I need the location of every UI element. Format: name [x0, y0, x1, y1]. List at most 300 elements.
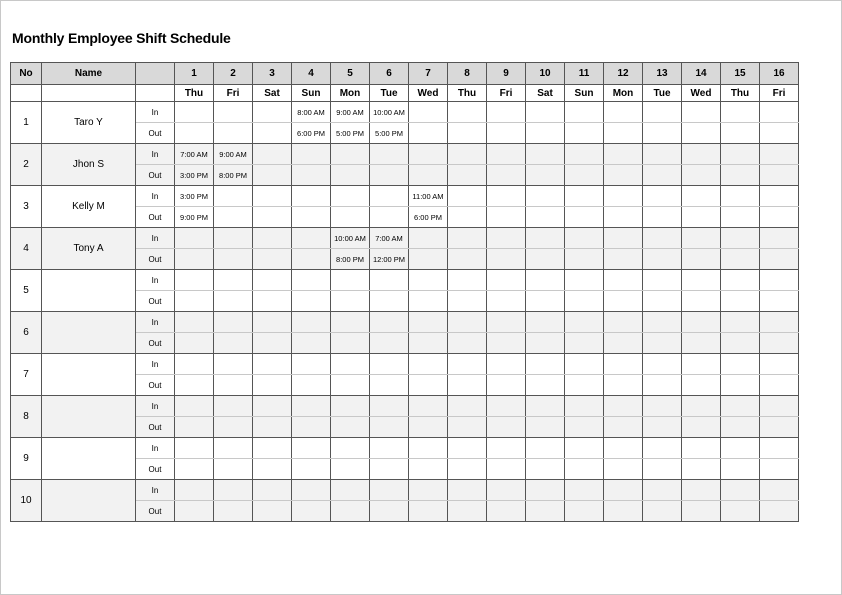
shift-time-cell — [409, 102, 448, 123]
header-row-days — [11, 63, 799, 85]
shift-time-cell — [526, 165, 565, 186]
shift-time-cell — [487, 312, 526, 333]
in-label: In — [136, 228, 175, 249]
shift-time-cell — [643, 312, 682, 333]
weekday-header: Thu — [721, 85, 760, 102]
shift-time-cell — [760, 207, 799, 228]
shift-time-cell — [409, 438, 448, 459]
shift-time-cell — [565, 207, 604, 228]
day-number-header: 13 — [643, 63, 682, 85]
shift-time-cell — [721, 333, 760, 354]
shift-time-cell — [487, 438, 526, 459]
shift-time-cell — [526, 438, 565, 459]
shift-time-cell — [292, 501, 331, 522]
shift-time-cell — [682, 207, 721, 228]
shift-time-cell — [565, 354, 604, 375]
day-number-header: 10 — [526, 63, 565, 85]
shift-time-cell — [331, 438, 370, 459]
weekday-header: Sun — [565, 85, 604, 102]
shift-time-cell — [448, 438, 487, 459]
shift-time-cell — [253, 144, 292, 165]
employee-number: 5 — [11, 270, 42, 312]
shift-time-cell — [565, 144, 604, 165]
shift-time-cell — [565, 333, 604, 354]
shift-time-cell — [214, 459, 253, 480]
out-label: Out — [136, 417, 175, 438]
weekday-header: Sat — [526, 85, 565, 102]
shift-time-cell — [448, 270, 487, 291]
employee-number: 9 — [11, 438, 42, 480]
day-number-header: 15 — [721, 63, 760, 85]
shift-time-cell — [409, 333, 448, 354]
shift-time-cell — [760, 291, 799, 312]
shift-time-cell — [643, 396, 682, 417]
shift-time-cell — [370, 270, 409, 291]
shift-time-cell — [175, 102, 214, 123]
shift-time-cell — [643, 186, 682, 207]
employee-number: 2 — [11, 144, 42, 186]
shift-time-cell — [409, 249, 448, 270]
shift-schedule-table — [10, 62, 799, 522]
shift-time-cell — [721, 501, 760, 522]
day-number-header: 12 — [604, 63, 643, 85]
shift-time-cell: 9:00 PM — [175, 207, 214, 228]
shift-time-cell — [760, 249, 799, 270]
shift-time-cell — [643, 375, 682, 396]
shift-time-cell — [643, 102, 682, 123]
shift-time-cell — [487, 354, 526, 375]
shift-time-cell — [682, 228, 721, 249]
shift-time-cell — [292, 438, 331, 459]
shift-time-cell — [760, 354, 799, 375]
shift-time-cell — [409, 144, 448, 165]
shift-time-cell — [721, 249, 760, 270]
page-title: Monthly Employee Shift Schedule — [12, 30, 231, 46]
shift-time-cell — [331, 186, 370, 207]
shift-time-cell — [604, 333, 643, 354]
shift-time-cell — [565, 396, 604, 417]
shift-time-cell: 3:00 PM — [175, 186, 214, 207]
shift-time-cell — [682, 375, 721, 396]
shift-time-cell — [214, 417, 253, 438]
shift-time-cell — [370, 207, 409, 228]
shift-time-cell — [487, 375, 526, 396]
shift-time-cell — [214, 228, 253, 249]
shift-time-cell — [604, 249, 643, 270]
header-no: No — [11, 63, 42, 85]
shift-time-cell — [370, 396, 409, 417]
shift-time-cell — [214, 375, 253, 396]
shift-time-cell — [526, 501, 565, 522]
day-number-header: 5 — [331, 63, 370, 85]
shift-time-cell — [565, 270, 604, 291]
shift-time-cell — [253, 228, 292, 249]
shift-time-cell — [721, 123, 760, 144]
shift-time-cell — [253, 207, 292, 228]
shift-time-cell — [721, 207, 760, 228]
shift-time-cell — [682, 396, 721, 417]
shift-time-cell — [721, 228, 760, 249]
shift-time-cell — [682, 249, 721, 270]
shift-time-cell: 10:00 AM — [370, 102, 409, 123]
shift-time-cell — [292, 207, 331, 228]
shift-time-cell — [760, 438, 799, 459]
shift-time-cell — [175, 123, 214, 144]
shift-time-cell — [487, 207, 526, 228]
shift-time-cell — [253, 480, 292, 501]
shift-time-cell — [604, 165, 643, 186]
in-label: In — [136, 480, 175, 501]
shift-time-cell — [214, 249, 253, 270]
shift-time-cell: 9:00 AM — [331, 102, 370, 123]
shift-time-cell — [448, 123, 487, 144]
shift-time-cell — [370, 144, 409, 165]
shift-time-cell — [292, 480, 331, 501]
employee-name — [42, 312, 136, 354]
out-label: Out — [136, 375, 175, 396]
shift-time-cell — [292, 291, 331, 312]
shift-time-cell — [682, 165, 721, 186]
shift-time-cell — [175, 459, 214, 480]
shift-time-cell — [604, 354, 643, 375]
shift-time-cell — [175, 228, 214, 249]
shift-time-cell — [331, 480, 370, 501]
in-label: In — [136, 186, 175, 207]
shift-time-cell — [526, 312, 565, 333]
shift-time-cell — [370, 375, 409, 396]
shift-time-cell — [370, 501, 409, 522]
shift-time-cell — [292, 144, 331, 165]
shift-time-cell — [604, 438, 643, 459]
shift-time-cell — [448, 396, 487, 417]
shift-time-cell — [760, 417, 799, 438]
employee-row-in — [11, 270, 799, 291]
shift-time-cell — [448, 333, 487, 354]
shift-time-cell — [448, 144, 487, 165]
shift-time-cell: 11:00 AM — [409, 186, 448, 207]
shift-time-cell: 7:00 AM — [370, 228, 409, 249]
employee-row-in — [11, 186, 799, 207]
shift-time-cell — [214, 207, 253, 228]
shift-time-cell — [604, 396, 643, 417]
shift-time-cell — [175, 270, 214, 291]
weekday-header: Wed — [682, 85, 721, 102]
shift-time-cell — [643, 249, 682, 270]
shift-time-cell — [409, 312, 448, 333]
header-blank — [11, 85, 42, 102]
shift-time-cell — [292, 375, 331, 396]
shift-time-cell — [331, 375, 370, 396]
shift-time-cell: 7:00 AM — [175, 144, 214, 165]
out-label: Out — [136, 123, 175, 144]
shift-time-cell — [409, 417, 448, 438]
shift-time-cell — [409, 396, 448, 417]
shift-time-cell — [760, 123, 799, 144]
employee-row-in — [11, 228, 799, 249]
shift-time-cell — [331, 270, 370, 291]
shift-time-cell — [370, 480, 409, 501]
shift-time-cell — [721, 291, 760, 312]
shift-time-cell — [526, 186, 565, 207]
shift-time-cell — [448, 207, 487, 228]
shift-time-cell — [214, 333, 253, 354]
shift-time-cell — [331, 312, 370, 333]
shift-time-cell — [604, 312, 643, 333]
shift-time-cell — [643, 333, 682, 354]
shift-time-cell — [292, 228, 331, 249]
shift-time-cell — [292, 396, 331, 417]
header-blank — [42, 85, 136, 102]
out-label: Out — [136, 333, 175, 354]
shift-time-cell — [565, 249, 604, 270]
employee-number: 6 — [11, 312, 42, 354]
shift-time-cell — [370, 354, 409, 375]
shift-time-cell — [448, 165, 487, 186]
shift-time-cell: 5:00 PM — [370, 123, 409, 144]
day-number-header: 14 — [682, 63, 721, 85]
out-label: Out — [136, 249, 175, 270]
shift-time-cell — [604, 417, 643, 438]
shift-time-cell — [253, 186, 292, 207]
employee-name: Kelly M — [42, 186, 136, 228]
shift-time-cell — [604, 207, 643, 228]
shift-time-cell — [721, 144, 760, 165]
shift-time-cell — [370, 333, 409, 354]
shift-time-cell — [643, 291, 682, 312]
shift-time-cell — [526, 354, 565, 375]
shift-time-cell — [175, 501, 214, 522]
shift-time-cell — [643, 207, 682, 228]
shift-time-cell — [448, 501, 487, 522]
shift-time-cell — [409, 459, 448, 480]
shift-time-cell — [682, 270, 721, 291]
weekday-header: Tue — [370, 85, 409, 102]
out-label: Out — [136, 501, 175, 522]
shift-time-cell — [604, 375, 643, 396]
shift-time-cell — [331, 144, 370, 165]
in-label: In — [136, 144, 175, 165]
shift-time-cell — [760, 270, 799, 291]
out-label: Out — [136, 207, 175, 228]
shift-time-cell — [409, 354, 448, 375]
shift-time-cell — [526, 459, 565, 480]
shift-time-cell — [448, 480, 487, 501]
in-label: In — [136, 270, 175, 291]
header-blank — [136, 85, 175, 102]
in-label: In — [136, 102, 175, 123]
shift-time-cell — [253, 312, 292, 333]
shift-time-cell — [175, 417, 214, 438]
shift-time-cell — [214, 438, 253, 459]
shift-time-cell — [175, 396, 214, 417]
weekday-header: Sat — [253, 85, 292, 102]
shift-time-cell — [487, 270, 526, 291]
shift-time-cell — [370, 291, 409, 312]
shift-time-cell: 8:00 PM — [214, 165, 253, 186]
shift-time-cell — [682, 186, 721, 207]
employee-row-in — [11, 354, 799, 375]
employee-row-in — [11, 312, 799, 333]
shift-time-cell — [253, 270, 292, 291]
shift-time-cell — [448, 417, 487, 438]
shift-time-cell — [682, 312, 721, 333]
shift-time-cell — [643, 480, 682, 501]
shift-time-cell: 5:00 PM — [331, 123, 370, 144]
shift-time-cell — [526, 207, 565, 228]
shift-time-cell — [565, 438, 604, 459]
employee-row-in — [11, 438, 799, 459]
day-number-header: 16 — [760, 63, 799, 85]
shift-time-cell — [409, 291, 448, 312]
shift-time-cell — [487, 165, 526, 186]
shift-time-cell — [253, 354, 292, 375]
shift-time-cell — [448, 102, 487, 123]
shift-time-cell — [331, 417, 370, 438]
shift-time-cell — [526, 396, 565, 417]
shift-time-cell: 3:00 PM — [175, 165, 214, 186]
header-name: Name — [42, 63, 136, 85]
shift-time-cell — [721, 102, 760, 123]
shift-time-cell — [565, 417, 604, 438]
shift-time-cell — [409, 123, 448, 144]
employee-name — [42, 270, 136, 312]
shift-time-cell: 6:00 PM — [292, 123, 331, 144]
shift-time-cell — [292, 186, 331, 207]
shift-time-cell — [253, 333, 292, 354]
shift-time-cell — [760, 480, 799, 501]
day-number-header: 8 — [448, 63, 487, 85]
shift-time-cell — [448, 291, 487, 312]
shift-time-cell — [604, 102, 643, 123]
shift-time-cell — [253, 165, 292, 186]
shift-time-cell — [565, 102, 604, 123]
shift-time-cell — [643, 417, 682, 438]
shift-time-cell: 12:00 PM — [370, 249, 409, 270]
shift-time-cell — [175, 438, 214, 459]
shift-time-cell — [604, 186, 643, 207]
shift-time-cell — [487, 459, 526, 480]
weekday-header: Fri — [760, 85, 799, 102]
shift-time-cell — [331, 396, 370, 417]
employee-row-in — [11, 144, 799, 165]
employee-number: 3 — [11, 186, 42, 228]
shift-time-cell — [682, 354, 721, 375]
shift-time-cell — [253, 459, 292, 480]
shift-time-cell — [487, 333, 526, 354]
shift-time-cell — [487, 417, 526, 438]
shift-time-cell — [370, 438, 409, 459]
shift-time-cell — [253, 375, 292, 396]
shift-time-cell — [526, 333, 565, 354]
shift-time-cell — [604, 480, 643, 501]
shift-time-cell — [448, 186, 487, 207]
shift-time-cell — [292, 417, 331, 438]
shift-time-cell — [292, 459, 331, 480]
employee-name: Tony A — [42, 228, 136, 270]
in-label: In — [136, 312, 175, 333]
shift-time-cell — [643, 144, 682, 165]
shift-time-cell: 8:00 PM — [331, 249, 370, 270]
shift-time-cell — [214, 270, 253, 291]
shift-time-cell — [175, 333, 214, 354]
weekday-header: Mon — [331, 85, 370, 102]
shift-time-cell — [604, 459, 643, 480]
shift-time-cell — [253, 123, 292, 144]
day-number-header: 9 — [487, 63, 526, 85]
shift-time-cell — [682, 459, 721, 480]
shift-time-cell — [448, 375, 487, 396]
employee-number: 8 — [11, 396, 42, 438]
shift-time-cell — [721, 438, 760, 459]
shift-time-cell — [292, 270, 331, 291]
day-number-header: 11 — [565, 63, 604, 85]
shift-time-cell — [604, 501, 643, 522]
employee-number: 4 — [11, 228, 42, 270]
shift-time-cell — [721, 480, 760, 501]
shift-time-cell — [604, 270, 643, 291]
shift-time-cell — [214, 354, 253, 375]
shift-time-cell — [760, 312, 799, 333]
day-number-header: 2 — [214, 63, 253, 85]
shift-time-cell — [760, 186, 799, 207]
shift-time-cell — [253, 396, 292, 417]
shift-time-cell — [526, 144, 565, 165]
shift-time-cell — [214, 480, 253, 501]
weekday-header: Sun — [292, 85, 331, 102]
shift-time-cell — [565, 123, 604, 144]
shift-time-cell — [331, 291, 370, 312]
out-label: Out — [136, 291, 175, 312]
shift-time-cell — [721, 354, 760, 375]
shift-time-cell — [487, 291, 526, 312]
shift-time-cell — [760, 375, 799, 396]
shift-time-cell — [682, 417, 721, 438]
shift-time-cell — [721, 396, 760, 417]
shift-time-cell — [526, 228, 565, 249]
day-number-header: 3 — [253, 63, 292, 85]
shift-time-cell — [292, 333, 331, 354]
shift-time-cell — [721, 165, 760, 186]
employee-row-in — [11, 396, 799, 417]
shift-time-cell — [487, 186, 526, 207]
shift-time-cell — [760, 333, 799, 354]
shift-time-cell — [682, 144, 721, 165]
shift-time-cell — [760, 102, 799, 123]
shift-time-cell — [253, 501, 292, 522]
shift-time-cell — [526, 417, 565, 438]
shift-time-cell — [175, 480, 214, 501]
shift-time-cell — [370, 459, 409, 480]
shift-time-cell — [721, 459, 760, 480]
shift-time-cell: 10:00 AM — [331, 228, 370, 249]
shift-time-cell — [331, 165, 370, 186]
shift-time-cell — [214, 186, 253, 207]
shift-time-cell — [331, 207, 370, 228]
employee-row-in — [11, 102, 799, 123]
shift-time-cell — [760, 144, 799, 165]
employee-number: 10 — [11, 480, 42, 522]
shift-time-cell — [370, 186, 409, 207]
shift-time-cell — [409, 165, 448, 186]
shift-time-cell — [292, 165, 331, 186]
schedule-body — [11, 102, 799, 522]
shift-time-cell — [331, 333, 370, 354]
shift-time-cell — [214, 291, 253, 312]
shift-time-cell — [214, 501, 253, 522]
shift-time-cell — [448, 228, 487, 249]
header-row-weekdays — [11, 85, 799, 102]
shift-time-cell — [526, 270, 565, 291]
